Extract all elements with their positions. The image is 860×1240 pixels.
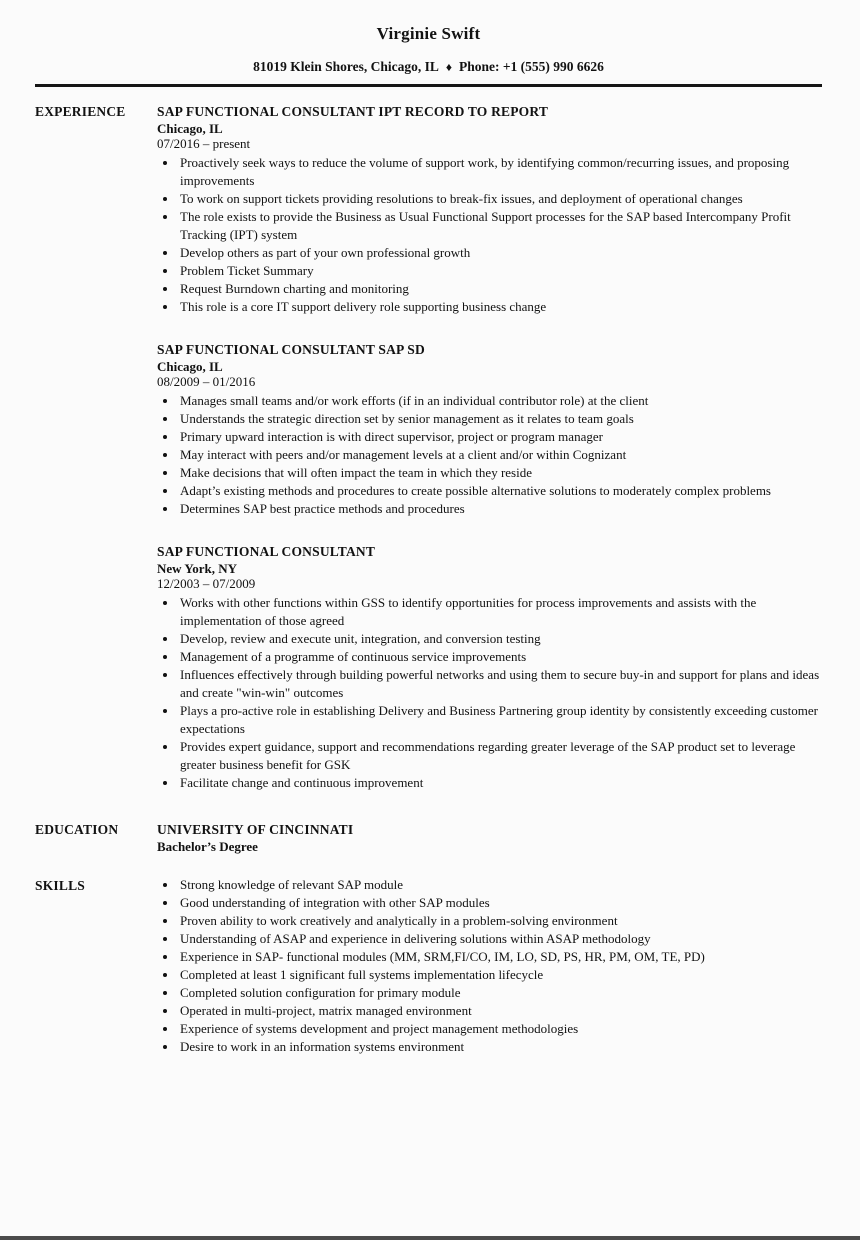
bullet-item: • Request Burndown charting and monitoring [178,280,822,298]
bullet-item: • Proven ability to work creatively and analytically in a problem-solving environment [178,912,822,930]
bullet-item: • Determines SAP best practice methods and procedures [178,500,822,518]
job-location: Chicago, IL [157,359,223,374]
bullet-item: • Facilitate change and continuous improvement [178,774,822,792]
bullet-item: • Good understanding of integration with other SAP modules [178,894,822,912]
job-title: SAP FUNCTIONAL CONSULTANT IPT RECORD TO REPORT [157,104,549,119]
bullet-item: • The role exists to provide the Business as Usual Functional Support processes for the SAP based Intercompany Profit Tracking (IPT) system [178,208,822,244]
bullet-item: • Develop, review and execute unit, integration, and conversion testing [178,630,822,648]
skills-section [35,876,822,1056]
diamond-icon: ♦ [445,60,452,74]
section-label-skills: SKILLS [35,878,85,893]
contact-phone: Phone: +1 (555) 990 6626 [458,59,604,74]
job-location: Chicago, IL [157,121,223,136]
job-location: New York, NY [157,561,238,576]
bullet-item: • Provides expert guidance, support and recommendations regarding greater leverage of the SAP product set to leverage greater business benefit for GSK [178,738,822,774]
bullet-item: • Make decisions that will often impact the team in which they reside [178,464,822,482]
job-bullet-list [157,154,822,316]
bullet-item: • May interact with peers and/or management levels at a client and/or within Cognizant [178,446,822,464]
experience-body [157,102,822,792]
job-entry [157,542,822,792]
education-section [35,820,822,855]
job-dates: 07/2016 – present [157,136,251,151]
bullet-item: • Experience of systems development and project management methodologies [178,1020,822,1038]
bullet-item: • Management of a programme of continuous service improvements [178,648,822,666]
job-dates: 08/2009 – 01/2016 [157,374,256,389]
bullet-item: • This role is a core IT support delivery role supporting business change [178,298,822,316]
contact-line [35,59,822,75]
bullet-item: • Experience in SAP- functional modules (MM, SRM,FI/CO, IM, LO, SD, PS, HR, PM, OM, TE, PD) [178,948,822,966]
bullet-item: • Develop others as part of your own professional growth [178,244,822,262]
job-bullet-list [157,594,822,792]
candidate-name: Virginie Swift [376,24,481,43]
job-title: SAP FUNCTIONAL CONSULTANT SAP SD [157,342,425,357]
bullet-item: • Understanding of ASAP and experience in delivering solutions within ASAP methodology [178,930,822,948]
job-dates: 12/2003 – 07/2009 [157,576,256,591]
page-bottom-bar [0,1236,860,1240]
bullet-item: • To work on support tickets providing resolutions to break-fix issues, and deployment of operational changes [178,190,822,208]
job-entry [157,102,822,316]
bullet-item: • Operated in multi-project, matrix managed environment [178,1002,822,1020]
job-entry [157,340,822,518]
skills-bullet-list [157,876,822,1056]
bullet-item: • Understands the strategic direction set by senior management as it relates to team goals [178,410,822,428]
bullet-item: • Primary upward interaction is with direct supervisor, project or program manager [178,428,822,446]
bullet-item: • Problem Ticket Summary [178,262,822,280]
job-title: SAP FUNCTIONAL CONSULTANT [157,544,376,559]
section-label-experience: EXPERIENCE [35,104,126,119]
experience-section [35,102,822,792]
bullet-item: • Desire to work in an information systems environment [178,1038,822,1056]
bullet-item: • Plays a pro-active role in establishing Delivery and Business Partnering group identity by consistently exceeding customer expectations [178,702,822,738]
bullet-item: • Manages small teams and/or work efforts (if in an individual contributor role) at the client [178,392,822,410]
bullet-item: • Influences effectively through building powerful networks and using them to secure buy-in and support for plans and ideas and create "win-win" outcomes [178,666,822,702]
bullet-item: • Proactively seek ways to reduce the volume of support work, by identifying common/recurring issues, and proposing improvements [178,154,822,190]
job-bullet-list [157,392,822,518]
bullet-item: • Strong knowledge of relevant SAP module [178,876,822,894]
education-degree: Bachelor’s Degree [157,839,258,854]
section-label-education: EDUCATION [35,822,119,837]
bullet-item: • Completed solution configuration for primary module [178,984,822,1002]
bullet-item: • Adapt’s existing methods and procedures to create possible alternative solutions to moderately complex problems [178,482,822,500]
header-divider [35,84,822,87]
bullet-item: • Completed at least 1 significant full systems implementation lifecycle [178,966,822,984]
skills-body [157,876,822,1056]
education-school: UNIVERSITY OF CINCINNATI [157,822,354,837]
education-body [157,820,822,855]
contact-address: 81019 Klein Shores, Chicago, IL [253,59,439,74]
bullet-item: • Works with other functions within GSS to identify opportunities for process improvements and assists with the implementation of those agreed [178,594,822,630]
